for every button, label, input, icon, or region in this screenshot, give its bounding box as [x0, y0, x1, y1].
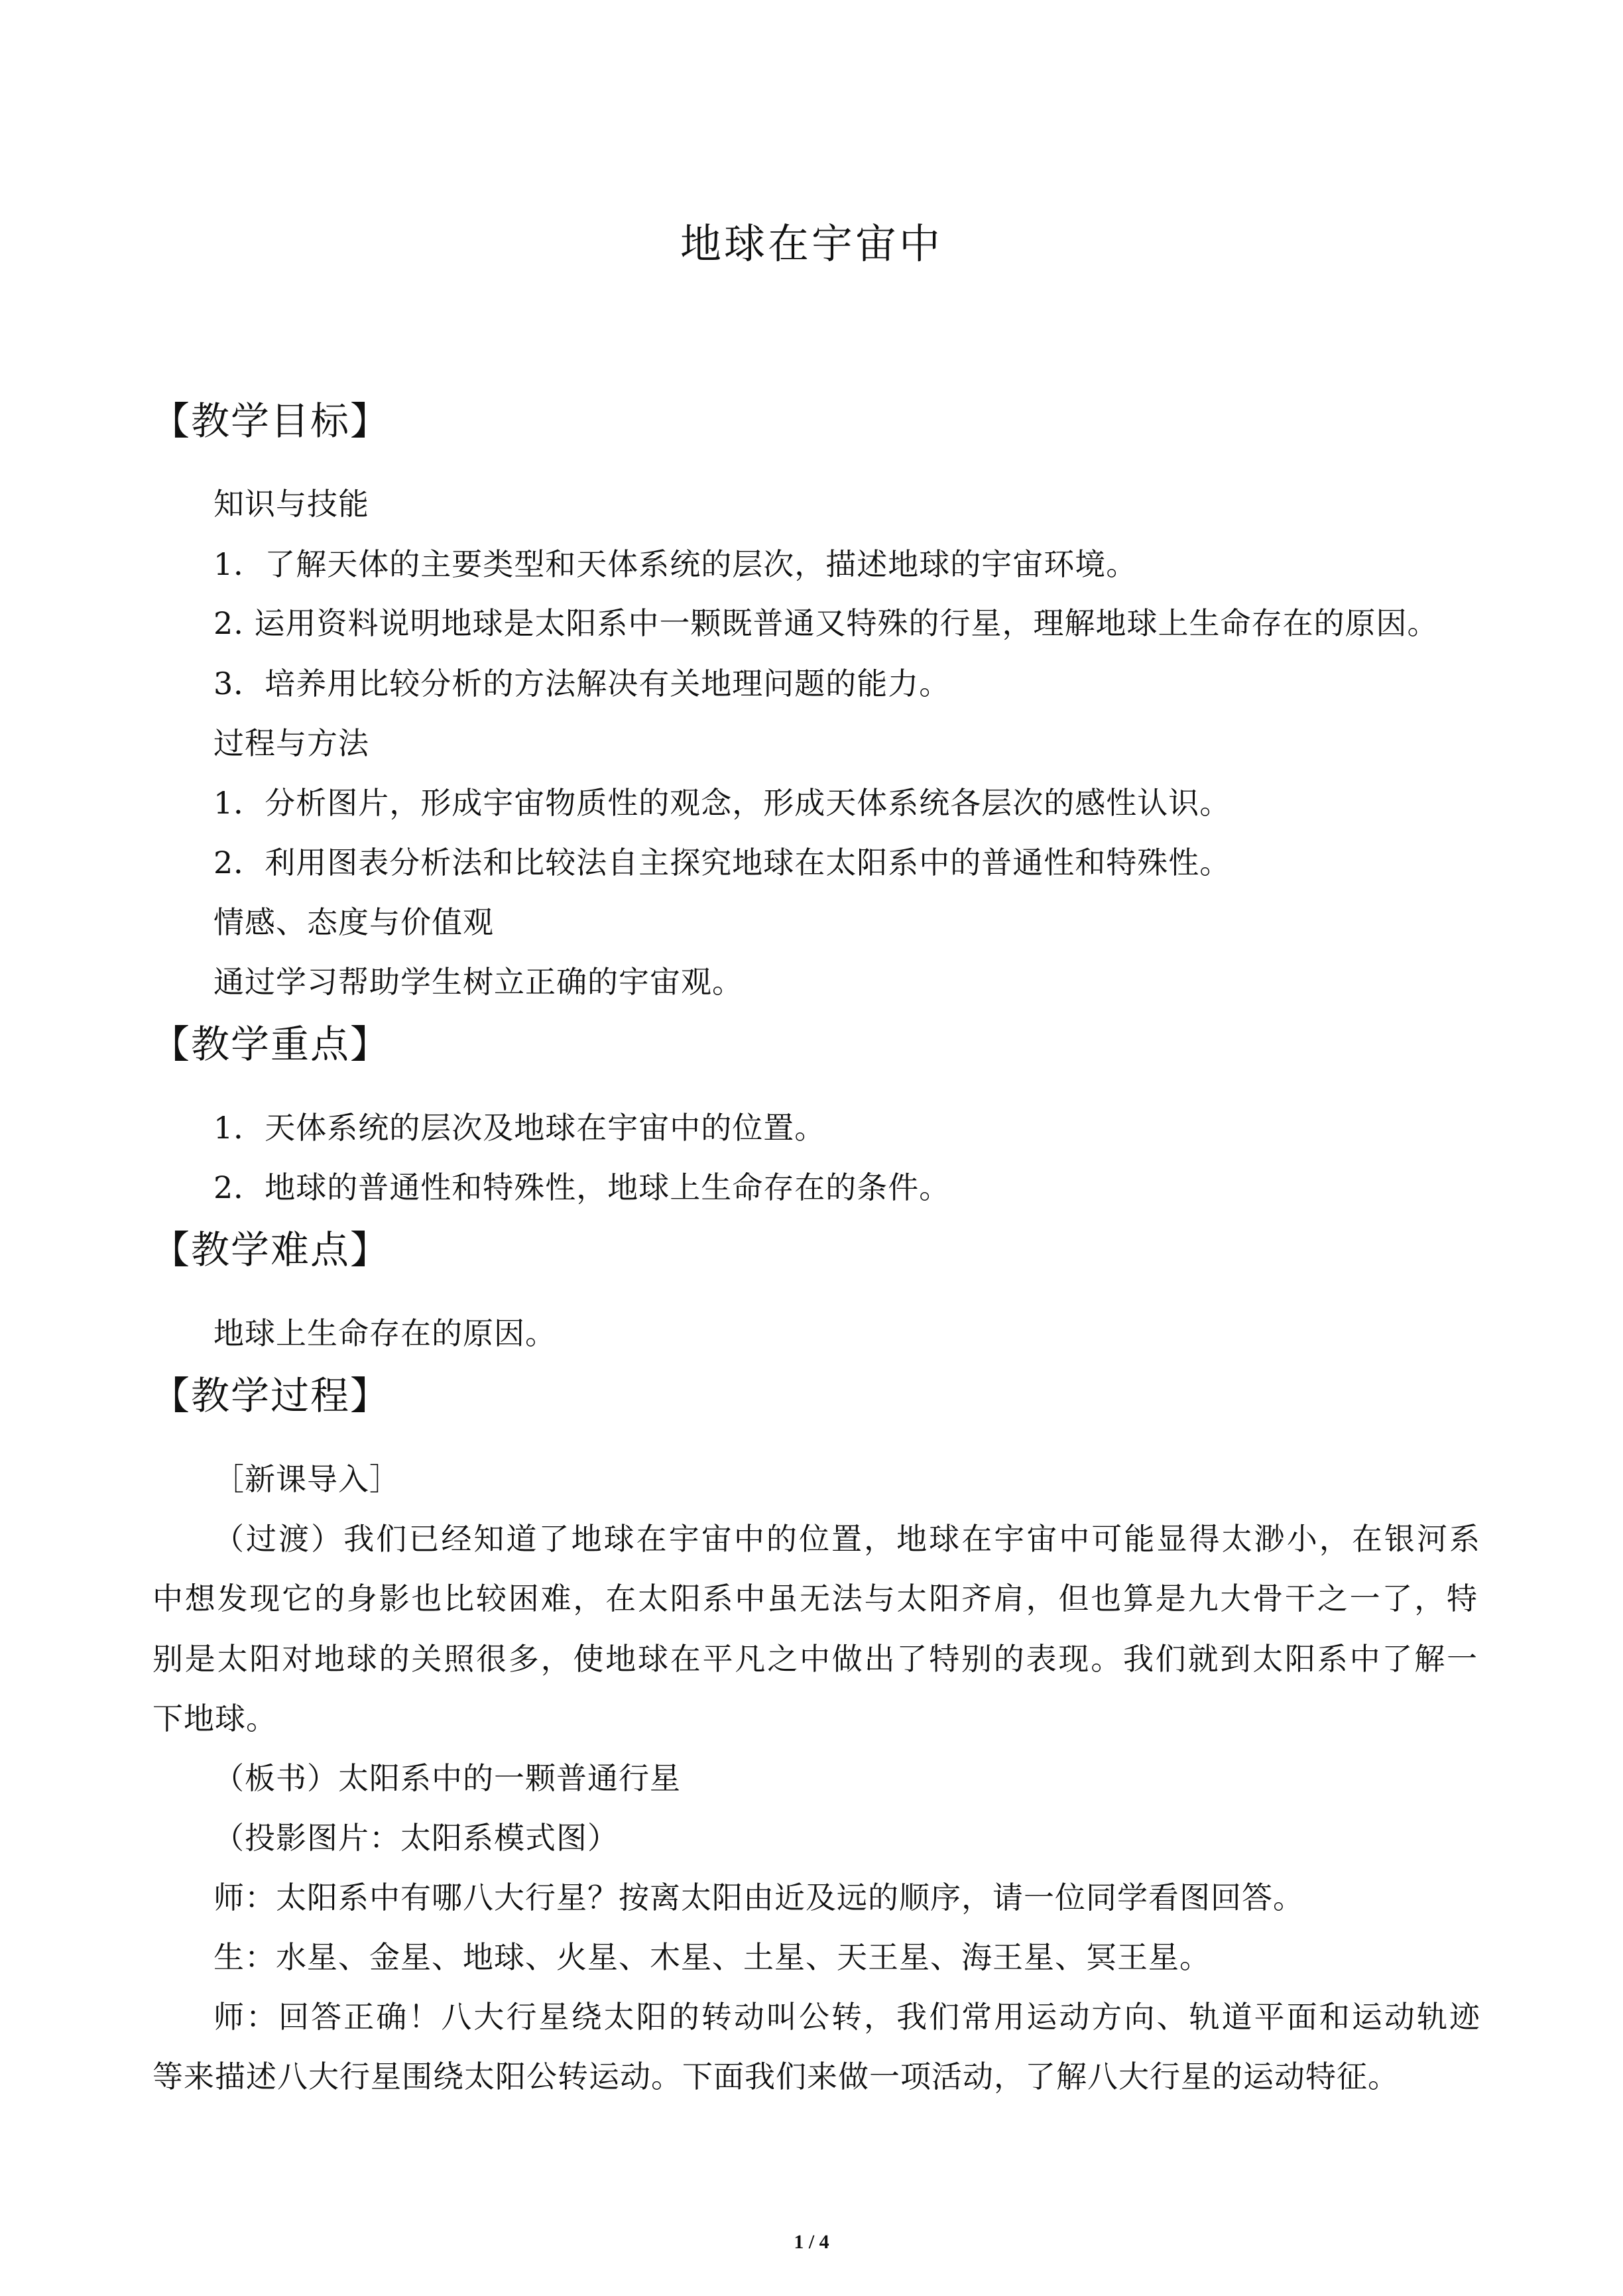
difficulty-text: 地球上生命存在的原因。: [213, 1315, 556, 1351]
process-label: 过程与方法: [213, 725, 369, 761]
intro-label: ［新课导入］: [213, 1461, 400, 1497]
board-text: （板书）太阳系中的一颗普通行星: [213, 1760, 681, 1796]
key-point-item: 1．天体系统的层次及地球在宇宙中的位置。: [213, 1110, 826, 1146]
knowledge-label: 知识与技能: [213, 486, 369, 522]
section-heading-objectives: 【教学目标】: [151, 398, 391, 444]
transition-line: 下地球。: [152, 1701, 277, 1736]
transition-line: （过渡）我们已经知道了地球在宇宙中的位置，地球在宇宙中可能显得太渺小，在银河系: [213, 1521, 1481, 1557]
process-item: 1．分析图片，形成宇宙物质性的观念，形成天体系统各层次的感性认识。: [213, 785, 1231, 821]
teacher-question: 师：太阳系中有哪八大行星？按离太阳由近及远的顺序，请一位同学看图回答。: [213, 1880, 1304, 1915]
transition-line: 别是太阳对地球的关照很多，使地球在平凡之中做出了特别的表现。我们就到太阳系中了解一: [152, 1641, 1478, 1677]
section-heading-process: 【教学过程】: [151, 1373, 391, 1418]
key-point-item: 2．地球的普通性和特殊性，地球上生命存在的条件。: [213, 1170, 951, 1205]
transition-line: 中想发现它的身影也比较困难，在太阳系中虽无法与太阳齐肩，但也算是九大骨干之一了，特: [152, 1581, 1478, 1616]
emotion-text: 通过学习帮助学生树立正确的宇宙观。: [213, 964, 743, 1000]
teacher-reply-line: 师：回答正确！八大行星绕太阳的转动叫公转，我们常用运动方向、轨道平面和运动轨迹: [213, 1999, 1481, 2035]
section-heading-difficulties: 【教学难点】: [151, 1227, 391, 1272]
page-number: 1 / 4: [794, 2231, 829, 2253]
knowledge-item: 1．了解天体的主要类型和天体系统的层次，描述地球的宇宙环境。: [213, 546, 1138, 582]
knowledge-item: 2. 运用资料说明地球是太阳系中一颗既普通又特殊的行星，理解地球上生命存在的原因。: [213, 605, 1439, 641]
teacher-reply-line: 等来描述八大行星围绕太阳公转运动。下面我们来做一项活动，了解八大行星的运动特征。: [152, 2059, 1399, 2094]
process-item: 2．利用图表分析法和比较法自主探究地球在太阳系中的普通性和特殊性。: [213, 845, 1231, 880]
projection-text: （投影图片：太阳系模式图）: [213, 1820, 619, 1856]
section-heading-key-points: 【教学重点】: [151, 1022, 391, 1067]
document-title: 地球在宇宙中: [680, 219, 943, 268]
emotion-label: 情感、态度与价值观: [213, 904, 494, 940]
student-answer: 生：水星、金星、地球、火星、木星、土星、天王星、海王星、冥王星。: [213, 1939, 1211, 1975]
knowledge-item: 3．培养用比较分析的方法解决有关地理问题的能力。: [213, 666, 951, 701]
